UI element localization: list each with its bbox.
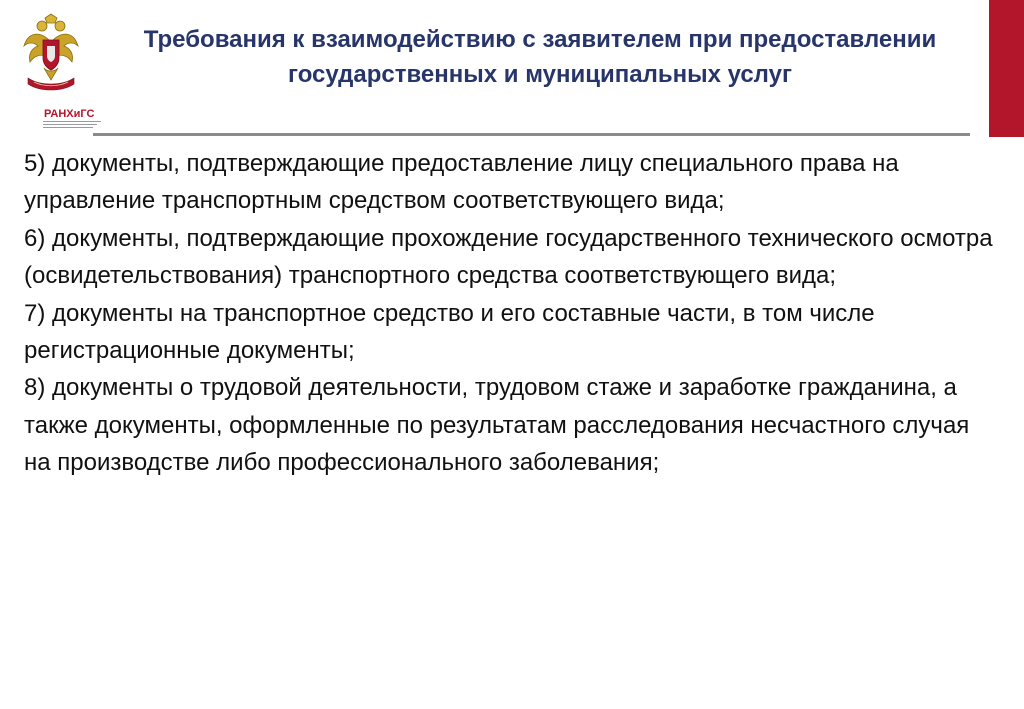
logo [20, 12, 95, 120]
requirements-list [24, 145, 994, 482]
title-divider [93, 133, 970, 136]
list-item: 5) документы, подтверждающие предоставление лицу специального права на управление транспортным средством соответствующего вида; [24, 150, 899, 215]
list-item: 7) документы на транспортное средство и его составные части, в том числе регистрационные документы; [24, 299, 875, 365]
page-title: Требования к взаимодействию с заявителем при предоставлении государственных и муниципальных услуг [143, 26, 937, 88]
coat-of-arms-icon [20, 12, 82, 96]
accent-bar [989, 0, 1024, 137]
logo-subtitle-lines [43, 121, 105, 129]
list-item: 6) документы, подтверждающие прохождение государственного технического осмотра (освидетельствования) транспортного средства соответствующего вида; [24, 224, 993, 290]
logo-label: РАНХиГС [44, 108, 95, 120]
list-item: 8) документы о трудовой деятельности, трудовом стаже и заработке гражданина, а также документы, оформленные по результатам расследования несчастного случая на производстве либо профессионального заболевания; [24, 374, 970, 477]
